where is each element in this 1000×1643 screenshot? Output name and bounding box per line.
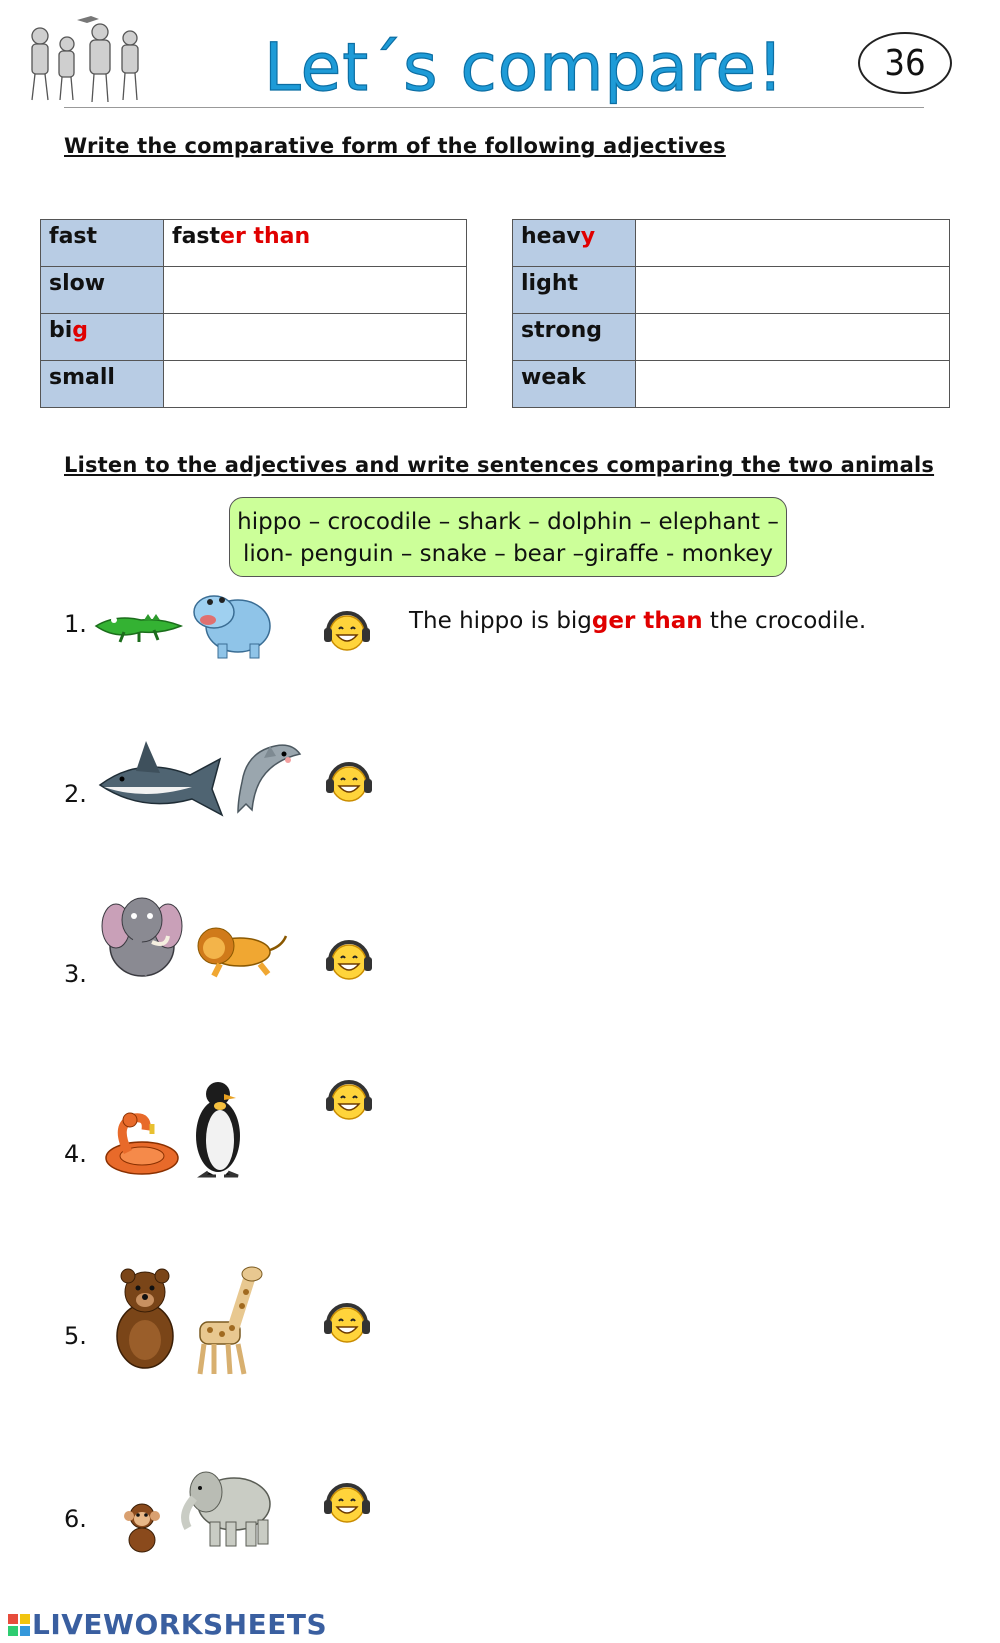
adjective-table-right (512, 219, 950, 408)
instruction-sentences: Listen to the adjectives and write sentences comparing the two animals (64, 453, 935, 477)
headphones-smiley-icon[interactable] (322, 1478, 372, 1530)
elephant-icon (102, 886, 182, 990)
item-number: 2. (64, 780, 87, 808)
table-row (513, 267, 950, 314)
bear-icon (110, 1268, 180, 1380)
example-sentence: The hippo is bigger than the crocodile. (409, 608, 867, 634)
item-number: 1. (64, 610, 87, 638)
crocodile-icon (94, 600, 184, 654)
adjective-cell: fast (41, 220, 164, 267)
word-bank (229, 497, 787, 577)
table-row (41, 220, 467, 267)
adjective-cell: heavy (513, 220, 636, 267)
answer-field[interactable] (636, 267, 950, 314)
adjective-cell: strong (513, 314, 636, 361)
item-number: 4. (64, 1140, 87, 1168)
adjective-cell: light (513, 267, 636, 314)
lion-icon (190, 920, 290, 984)
page-title-text: Let´s compare! (264, 29, 785, 106)
table-row (41, 267, 467, 314)
headphones-smiley-icon[interactable] (324, 757, 374, 809)
headphones-smiley-icon[interactable] (322, 1298, 372, 1350)
answer-field[interactable]: faster than (164, 220, 467, 267)
liveworksheets-logo-icon (8, 1614, 30, 1640)
answer-field[interactable] (636, 361, 950, 408)
answer-field[interactable] (636, 314, 950, 361)
item-number: 5. (64, 1322, 87, 1350)
adjective-cell: big (41, 314, 164, 361)
kids-illustration (22, 14, 147, 106)
item-number: 3. (64, 960, 87, 988)
word-bank-line: lion- penguin – snake – bear –giraffe - monkey (243, 541, 773, 567)
table-row (513, 314, 950, 361)
table-row (41, 361, 467, 408)
page-number-badge (858, 32, 952, 94)
adjective-cell: weak (513, 361, 636, 408)
elephant-icon (176, 1458, 276, 1557)
headphones-smiley-icon[interactable] (324, 1075, 374, 1127)
header-divider (64, 107, 924, 108)
answer-field[interactable] (636, 220, 950, 267)
instruction-comparative: Write the comparative form of the following adjectives (64, 134, 726, 158)
shark-icon (96, 733, 226, 827)
headphones-smiley-icon[interactable] (324, 935, 374, 987)
answer-field[interactable] (164, 314, 467, 361)
monkey-icon (120, 1500, 165, 1559)
table-row (513, 220, 950, 267)
table-row (513, 361, 950, 408)
penguin-icon (190, 1078, 245, 1182)
page-title (260, 20, 785, 110)
headphones-smiley-icon[interactable] (322, 606, 372, 658)
item-number: 6. (64, 1505, 87, 1533)
word-bank-line: hippo – crocodile – shark – dolphin – elephant – (237, 509, 779, 535)
footer-brand: LIVEWORKSHEETS (32, 1608, 328, 1641)
answer-field[interactable] (164, 361, 467, 408)
adjective-table-left (40, 219, 467, 408)
hippo-icon (190, 582, 275, 666)
dolphin-icon (230, 738, 305, 822)
adjective-cell: small (41, 361, 164, 408)
answer-field[interactable] (164, 267, 467, 314)
giraffe-icon (186, 1262, 266, 1381)
snake-icon (102, 1112, 182, 1181)
adjective-cell: slow (41, 267, 164, 314)
page-number: 36 (884, 42, 926, 84)
table-row (41, 314, 467, 361)
